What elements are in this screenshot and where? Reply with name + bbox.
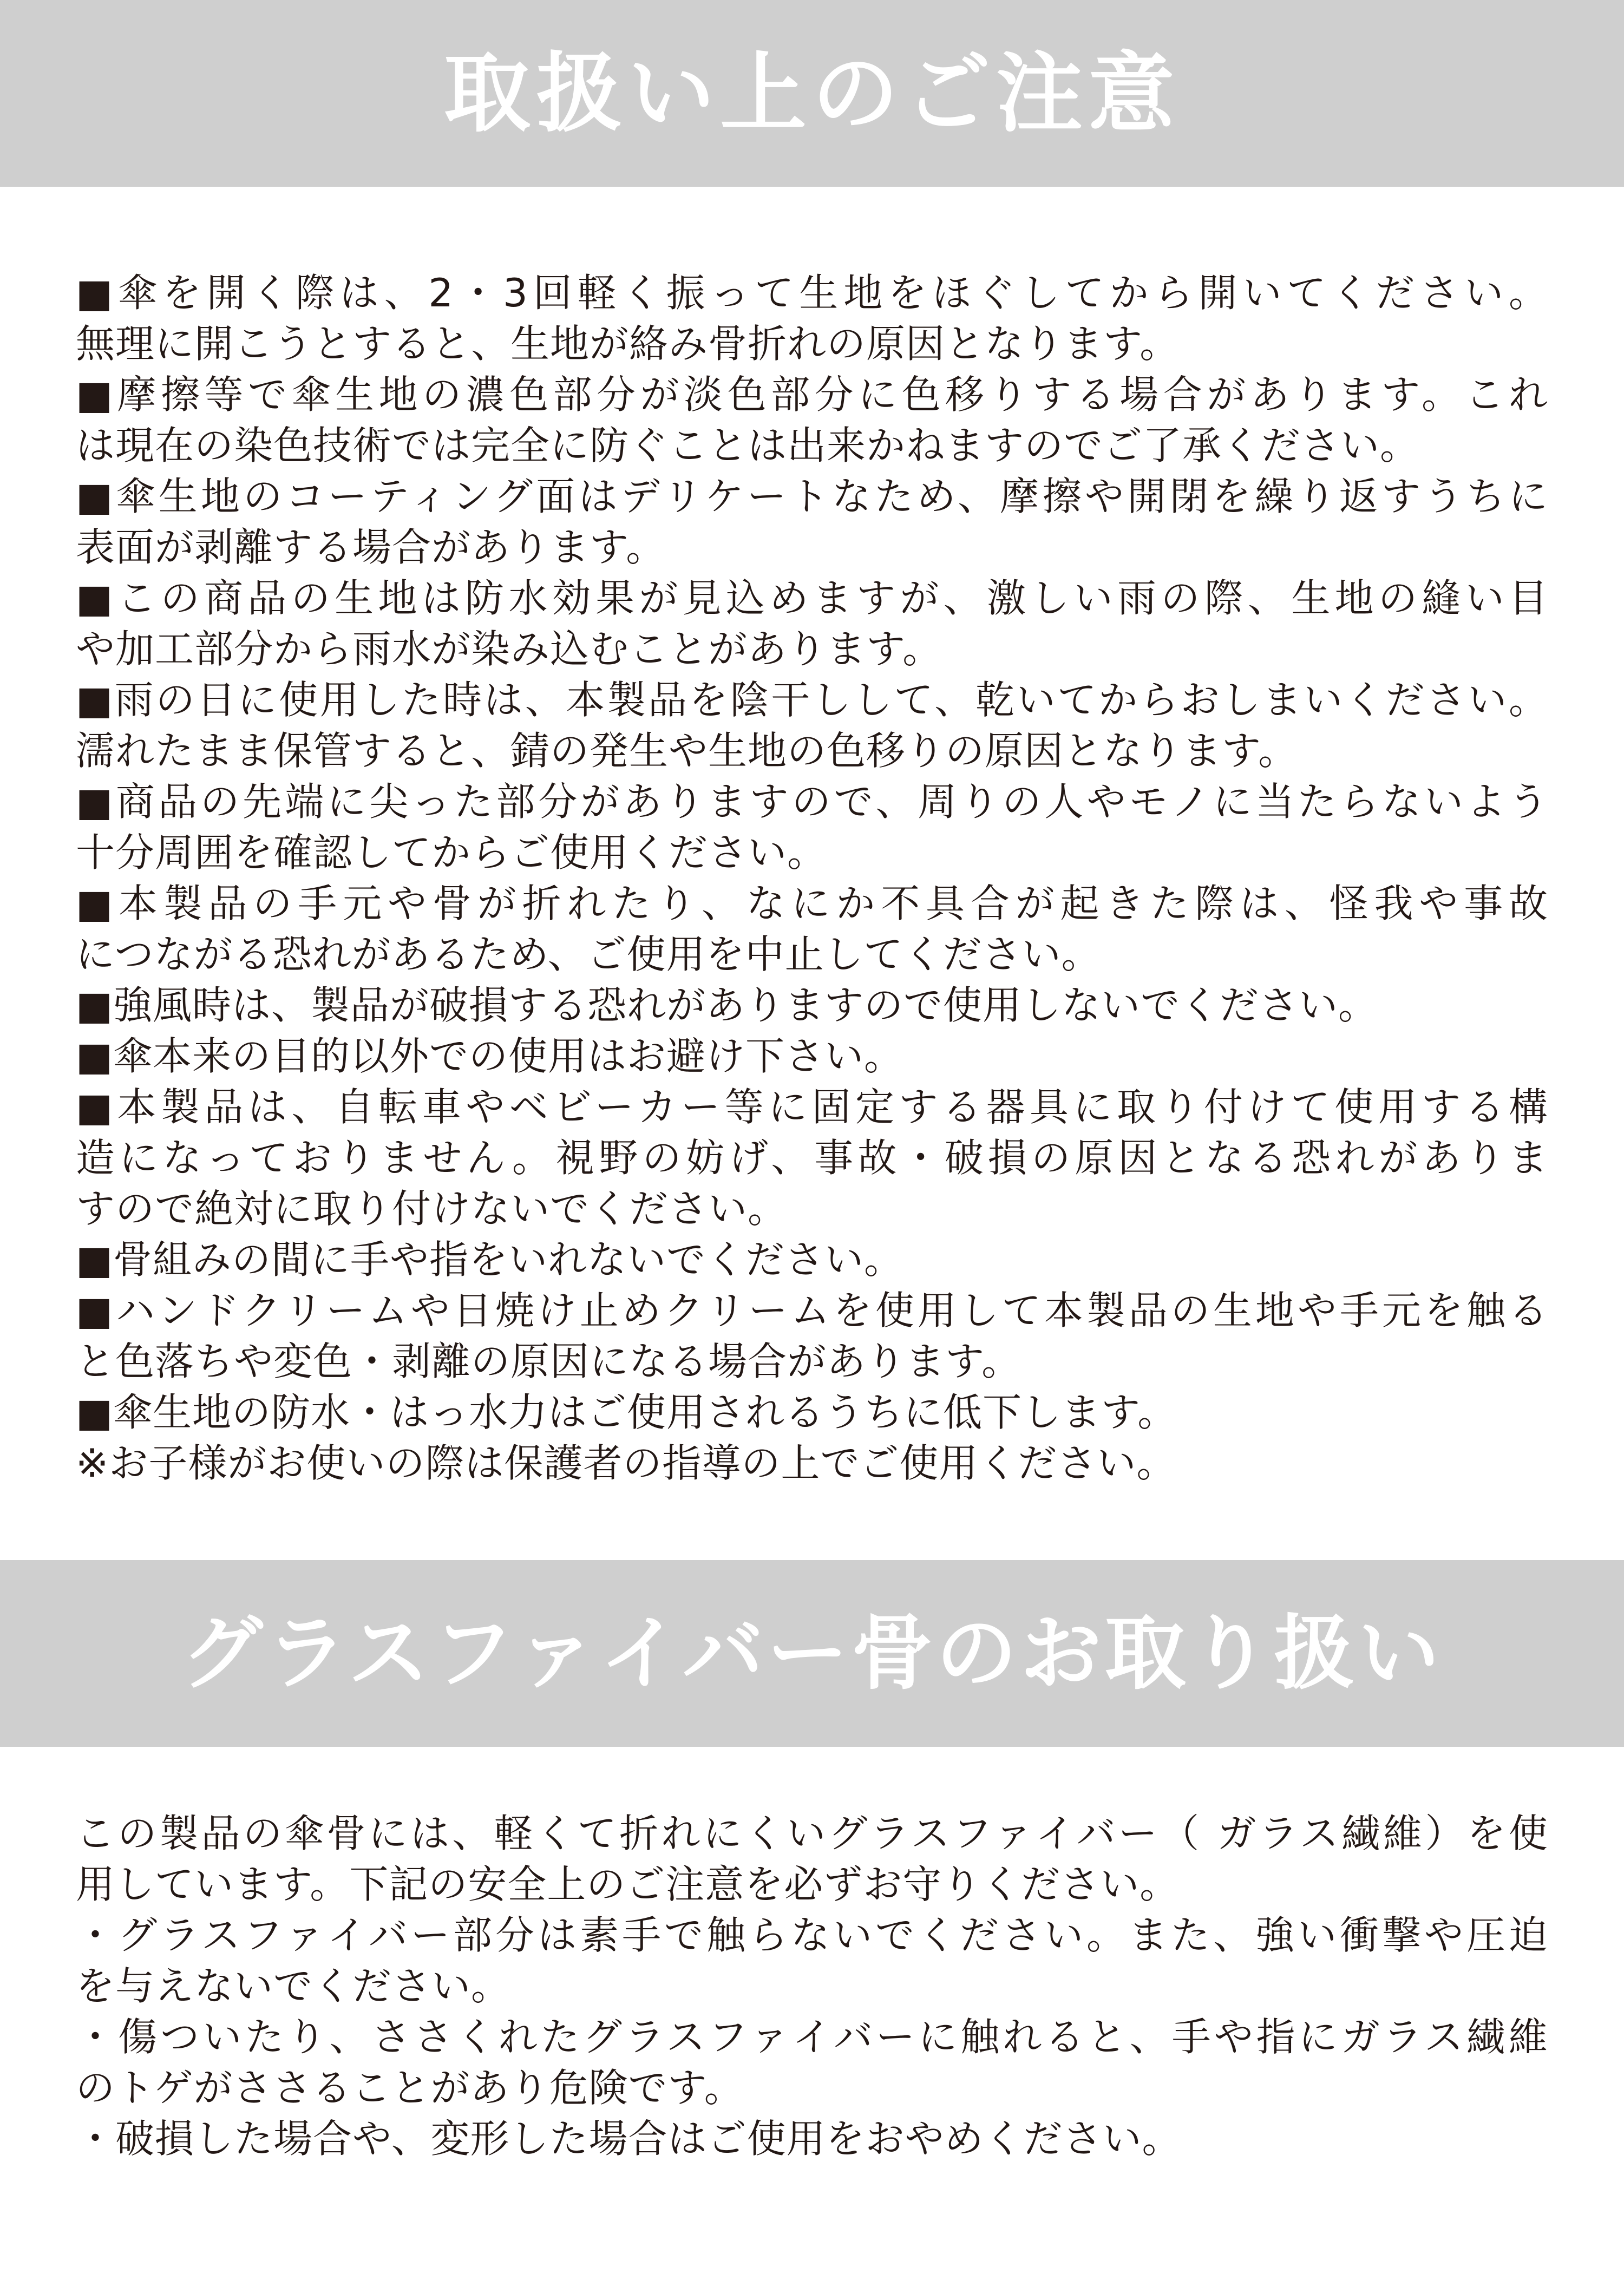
section-2-body (76, 1808, 1548, 2164)
text-line: ※お子様がお使いの際は保護者の指導の上でご使用ください。 (76, 1440, 1176, 1486)
text-line: ■この商品の生地は防水効果が見込めますが、激しい雨の際、生地の縫い目 (76, 575, 1548, 621)
section-2-header (0, 1560, 1624, 1747)
section-1-header (0, 0, 1624, 187)
text-line: 造になっておりません。視野の妨げ、事故・破損の原因となる恐れがありま (76, 1135, 1548, 1181)
text-line: 用しています。下記の安全上のご注意を必ずお守りください。 (76, 1862, 1180, 1907)
text-line: 濡れたまま保管すると、錆の発生や生地の色移りの原因となります。 (76, 728, 1298, 774)
text-line: や加工部分から雨水が染み込むことがあります。 (76, 626, 942, 672)
text-line: ■骨組みの間に手や指をいれないでください。 (76, 1237, 904, 1282)
text-line: ・傷ついたり、ささくれたグラスファイバーに触れると、手や指にガラス繊維 (76, 2014, 1548, 2060)
text-line: のトゲがささることがあり危険です。 (76, 2065, 744, 2111)
text-line: ■傘生地の防水・はっ水力はご使用されるうちに低下します。 (76, 1390, 1177, 1435)
text-line: ■ハンドクリームや日焼け止めクリームを使用して本製品の生地や手元を触る (76, 1288, 1548, 1333)
text-line: ■商品の先端に尖った部分がありますので、周りの人やモノに当たらないよう (76, 779, 1548, 824)
text-line: この製品の傘骨には、軽くて折れにくいグラスファイバー（ ガラス繊維）を使 (76, 1811, 1548, 1856)
text-line: につながる恐れがあるため、ご使用を中止してください。 (76, 932, 1101, 977)
text-line: ■強風時は、製品が破損する恐れがありますので使用しないでください。 (76, 982, 1378, 1028)
text-line: を与えないでください。 (76, 1963, 511, 2009)
text-line: と色落ちや変色・剥離の原因になる場合があります。 (76, 1339, 1021, 1384)
text-line: ■本製品は、自転車やベビーカー等に固定する器具に取り付けて使用する構 (76, 1084, 1548, 1130)
section-1-title: 取扱い上のご注意 (443, 42, 1180, 144)
text-line: ■雨の日に使用した時は、本製品を陰干しして、乾いてからおしまいください。 (76, 677, 1548, 723)
section-1-body (76, 267, 1548, 1489)
text-line: ・グラスファイバー部分は素手で触らないでください。また、強い衝撃や圧迫 (76, 1912, 1548, 1958)
text-line: ■本製品の手元や骨が折れたり、なにか不具合が起きた際は、怪我や事故 (76, 881, 1548, 926)
text-line: 十分周囲を確認してからご使用ください。 (76, 830, 827, 875)
section-2-title: グラスファイバー骨のお取り扱い (181, 1606, 1443, 1701)
text-line: 表面が剥離する場合があります。 (76, 525, 666, 570)
text-line: ■傘生地のコーティング面はデリケートなため、摩擦や開閉を繰り返すうちに (76, 474, 1548, 519)
text-line: ・破損した場合や、変形した場合はご使用をおやめください。 (76, 2116, 1182, 2161)
text-line: ■傘を開く際は、2・3回軽く振って生地をほぐしてから開いてください。 (76, 270, 1548, 316)
text-line: ■摩擦等で傘生地の濃色部分が淡色部分に色移りする場合があります。これ (76, 372, 1548, 417)
text-line: 無理に開こうとすると、生地が絡み骨折れの原因となります。 (76, 321, 1180, 366)
text-line: すので絶対に取り付けないでください。 (76, 1186, 788, 1231)
text-line: ■傘本来の目的以外での使用はお避け下さい。 (76, 1033, 904, 1079)
text-line: は現在の染色技術では完全に防ぐことは出来かねますのでご了承ください。 (76, 423, 1420, 468)
